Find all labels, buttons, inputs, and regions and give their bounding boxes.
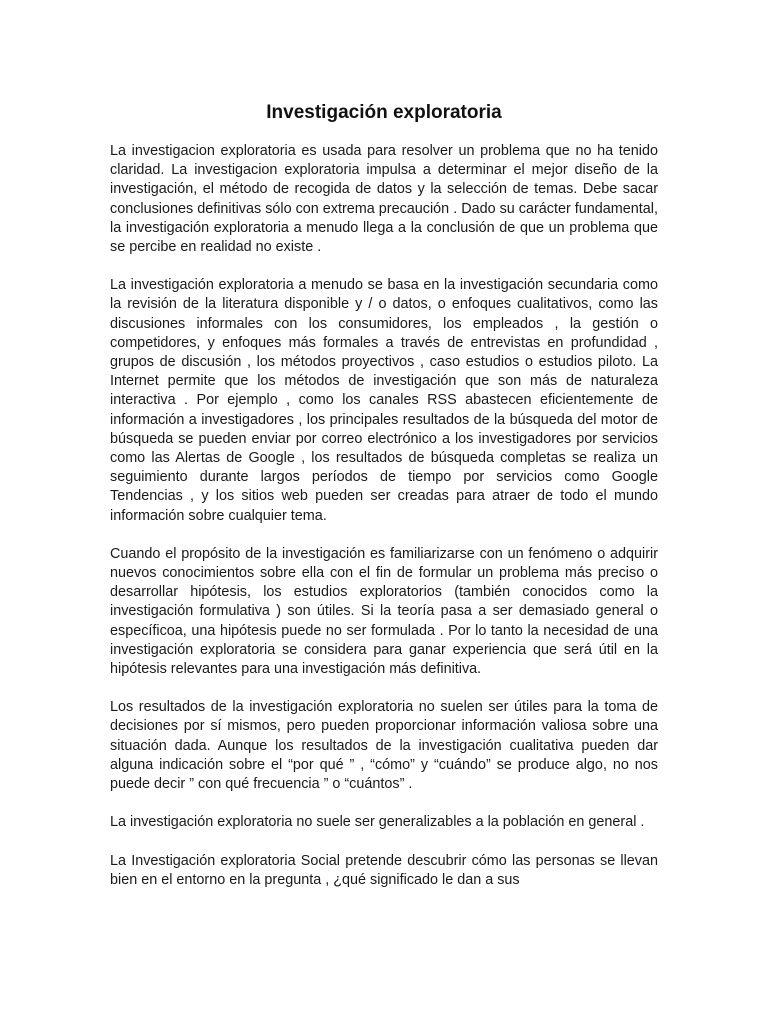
paragraph-purpose: Cuando el propósito de la investigación es familiarizarse con un fenómeno o adquirir nuevos conocimientos sobre ella con el fin de formular un problema más preciso o desarrollar hipótesis, los estudios exploratorios (también conocidos como la investigación formulativa ) son útiles. Si la teoría pasa a ser demasiado general o específicoa, una hipótesis puede no ser formulada . Por lo tanto la necesidad de una investigación exploratoria se considera para ganar experiencia que será útil en la hipótesis relevantes para una investigación más definitiva. (110, 545, 658, 678)
paragraph-generalization: La investigación exploratoria no suele ser generalizables a la población en general . (110, 814, 645, 831)
paragraph-secondary-research: La investigación exploratoria a menudo se basa en la investigación secundaria como la revisión de la literatura disponible y / o datos, o enfoques cualitativos, como las discusiones informales con los consumidores, los empleados , la gestión o competidores, y enfoques más formales a través de entrevistas en profundidad , grupos de discusión , los métodos proyectivos , caso estudios o estudios piloto. La Internet permite que los métodos de investigación que son más de naturaleza interactiva . Por ejemplo , como los canales RSS abastecen eficientemente de información a investigadores , los principales resultados de la búsqueda del motor de búsqueda se pueden enviar por correo electrónico a los investigadores por servicios como las Alertas de Google , los resultados de búsqueda completas se realiza un seguimiento durante largos períodos de tiempo por servicios como Google Tendencias , y los sitios web pueden ser creadas para atraer de todo el mundo información sobre cualquier tema. (110, 277, 658, 524)
paragraph-social: La Investigación exploratoria Social pretende descubrir cómo las personas se llevan bien en el entorno en la pregunta , ¿qué significado le dan a sus (110, 852, 658, 888)
document-page (110, 100, 658, 909)
document-title: Investigación exploratoria (266, 102, 502, 123)
paragraph-results: Los resultados de la investigación exploratoria no suelen ser útiles para la toma de decisiones por sí mismos, pero pueden proporcionar información valiosa sobre una situación dada. Aunque los resultados de la investigación cualitativa pueden dar alguna indicación sobre el “por qué ” , “cómo” y “cuándo” se produce algo, no nos puede decir ” con qué frecuencia ” o “cuántos” . (110, 699, 658, 793)
paragraph-intro: La investigacion exploratoria es usada para resolver un problema que no ha tenido claridad. La investigacion exploratoria impulsa a determinar el mejor diseño de la investigación, el método de recogida de datos y la selección de temas. Debe sacar conclusiones definitivas sólo con extrema precaución . Dado su carácter fundamental, la investigación exploratoria a menudo llega a la conclusión de que un problema que se percibe en realidad no existe . (110, 143, 658, 256)
